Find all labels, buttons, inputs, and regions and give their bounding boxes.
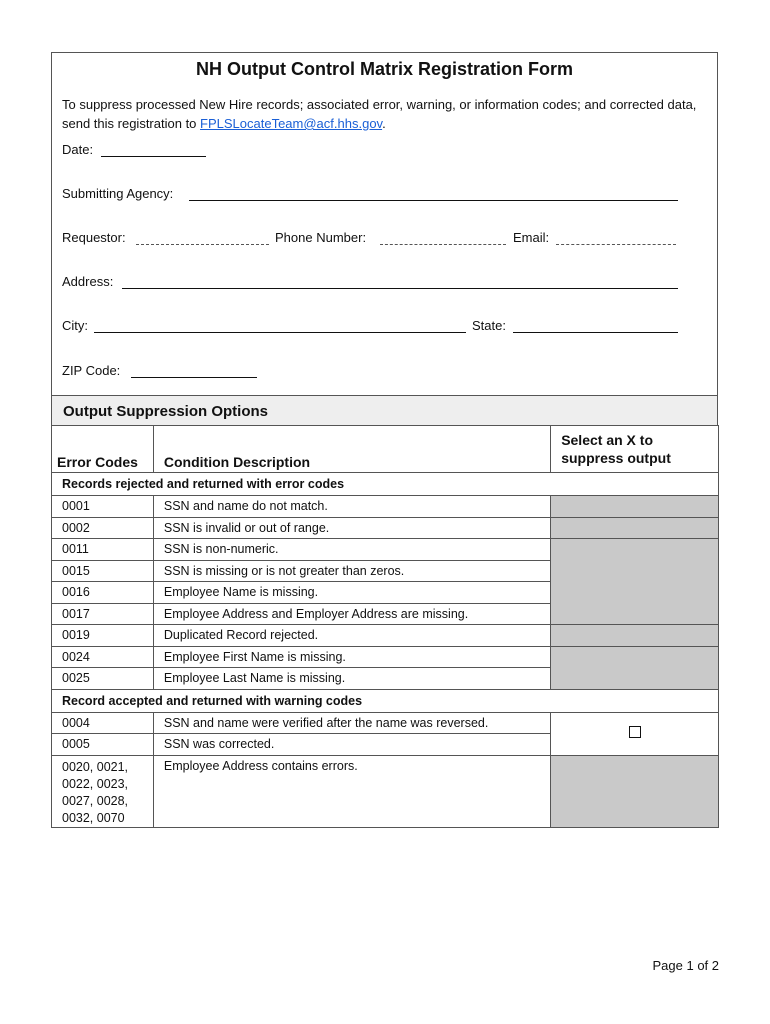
code-cell: 0020, 0021, 0022, 0023, 0027, 0028, 0032, 0070: [52, 755, 154, 827]
city-field[interactable]: [94, 332, 466, 333]
desc-cell: SSN is invalid or out of range.: [153, 517, 550, 539]
intro-end: .: [382, 116, 386, 131]
checkbox[interactable]: [629, 726, 641, 738]
code-cell: 0001: [52, 496, 154, 518]
page-title: NH Output Control Matrix Registration Form: [196, 59, 573, 79]
submitting-agency-field[interactable]: [189, 200, 678, 201]
select-header: Select an X to suppress output: [551, 426, 719, 473]
select-cell-disabled: [551, 755, 719, 827]
select-cell-disabled: [551, 625, 719, 647]
code-cell: 0004: [52, 712, 154, 734]
code-cell: 0025: [52, 668, 154, 690]
code-cell: 0019: [52, 625, 154, 647]
desc-cell: SSN was corrected.: [153, 734, 550, 756]
code-cell: 0016: [52, 582, 154, 604]
code-cell: 0005: [52, 734, 154, 756]
select-cell-disabled: [551, 496, 719, 518]
group2-title: Record accepted and returned with warning codes: [52, 689, 719, 712]
section-title: Output Suppression Options: [63, 403, 268, 420]
zip-field[interactable]: [131, 377, 257, 378]
email-field[interactable]: [556, 244, 676, 245]
desc-cell: Employee First Name is missing.: [153, 646, 550, 668]
submitting-agency-label: Submitting Agency:: [62, 186, 174, 201]
code-cell: 0002: [52, 517, 154, 539]
state-label: State:: [472, 318, 506, 333]
code-cell: 0015: [52, 560, 154, 582]
zip-label: ZIP Code:: [62, 363, 121, 378]
desc-cell: Duplicated Record rejected.: [153, 625, 550, 647]
phone-label: Phone Number:: [275, 230, 367, 245]
select-cell-disabled: [551, 539, 719, 625]
address-label: Address:: [62, 274, 114, 289]
desc-cell: SSN and name were verified after the name was reversed.: [153, 712, 550, 734]
group1-title: Records rejected and returned with error codes: [52, 473, 719, 496]
desc-cell: SSN is non-numeric.: [153, 539, 550, 561]
desc-cell: Employee Last Name is missing.: [153, 668, 550, 690]
phone-field[interactable]: [380, 244, 506, 245]
code-cell: 0011: [52, 539, 154, 561]
city-label: City:: [62, 318, 88, 333]
desc-cell: Employee Name is missing.: [153, 582, 550, 604]
code-cell: 0024: [52, 646, 154, 668]
intro-text: To suppress processed New Hire records; associated error, warning, or information codes; and corrected data, send this registration to: [62, 97, 697, 131]
date-field[interactable]: [101, 156, 206, 157]
condition-header: Condition Description: [153, 426, 550, 473]
email-link[interactable]: FPLSLocateTeam@acf.hhs.gov: [200, 116, 383, 131]
desc-cell: Employee Address and Employer Address are missing.: [153, 603, 550, 625]
desc-cell: SSN is missing or is not greater than zeros.: [153, 560, 550, 582]
options-table: [51, 425, 719, 828]
state-field[interactable]: [513, 332, 678, 333]
select-cell-disabled: [551, 517, 719, 539]
requestor-label: Requestor:: [62, 230, 126, 245]
intro-paragraph: [62, 95, 702, 133]
error-codes-header: Error Codes: [52, 426, 154, 473]
select-cell[interactable]: [551, 712, 719, 755]
code-cell: 0017: [52, 603, 154, 625]
select-cell-disabled: [551, 646, 719, 689]
requestor-field[interactable]: [136, 244, 269, 245]
email-label: Email:: [513, 230, 550, 245]
date-label: Date:: [62, 142, 94, 157]
desc-cell: Employee Address contains errors.: [153, 755, 550, 827]
page-number: Page 1 of 2: [652, 958, 719, 973]
desc-cell: SSN and name do not match.: [153, 496, 550, 518]
section-header: [51, 395, 718, 426]
address-field[interactable]: [122, 288, 678, 289]
